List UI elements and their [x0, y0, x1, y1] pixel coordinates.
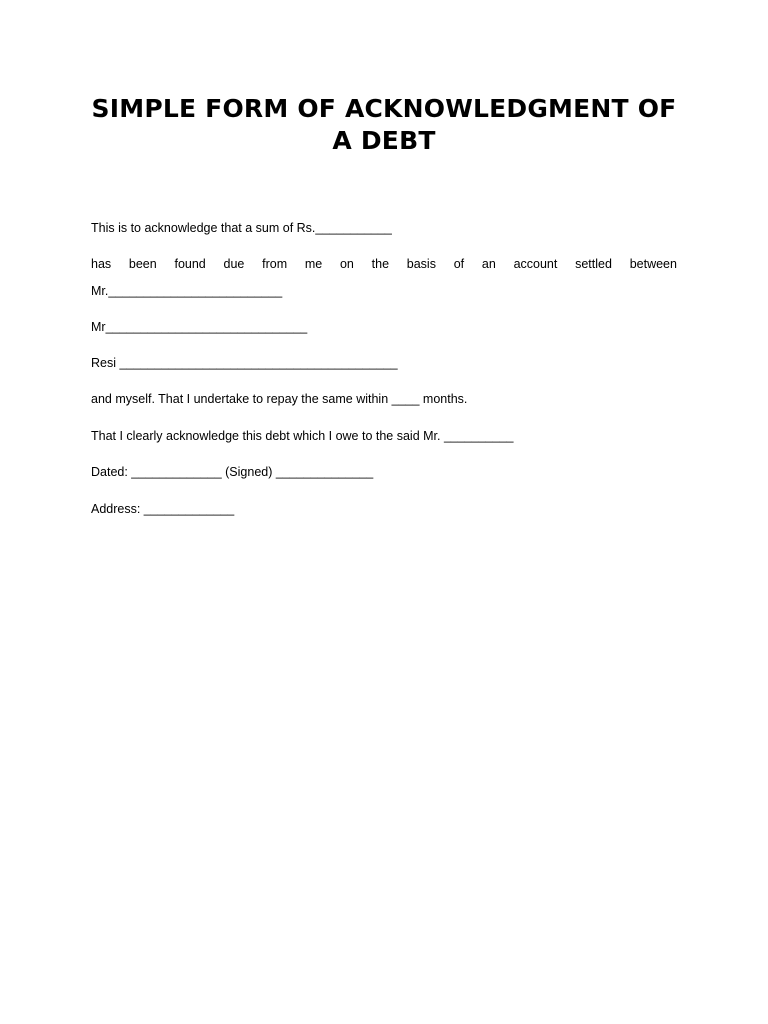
document-title	[80, 93, 688, 157]
word: the	[371, 257, 390, 271]
address-line: Address: _____________	[91, 502, 235, 516]
word: me	[304, 257, 323, 271]
word: of	[453, 257, 465, 271]
title-line-2: A DEBT	[332, 126, 436, 155]
mr-line: Mr_____________________________	[91, 320, 308, 334]
mr-dot-line: Mr._________________________	[91, 284, 283, 298]
word: settled	[575, 257, 612, 271]
found-due-line	[91, 256, 677, 272]
word: been	[128, 257, 157, 271]
title-line-1: SIMPLE FORM OF ACKNOWLEDGMENT OF	[91, 94, 677, 123]
word: account	[513, 257, 558, 271]
acknowledge-debt-line: That I clearly acknowledge this debt which I owe to the said Mr. __________	[91, 429, 514, 443]
dated-signed-line: Dated: _____________ (Signed) ______________	[91, 465, 374, 479]
repay-line: and myself. That I undertake to repay the same within ____ months.	[91, 392, 468, 406]
word: between	[629, 257, 677, 271]
word: due	[223, 257, 245, 271]
resi-line: Resi ________________________________________	[91, 356, 398, 370]
word: on	[339, 257, 354, 271]
word: found	[174, 257, 206, 271]
word: an	[481, 257, 496, 271]
word: from	[262, 257, 288, 271]
word: has	[91, 257, 112, 271]
word: basis	[406, 257, 436, 271]
sum-line: This is to acknowledge that a sum of Rs.___________	[91, 221, 392, 235]
